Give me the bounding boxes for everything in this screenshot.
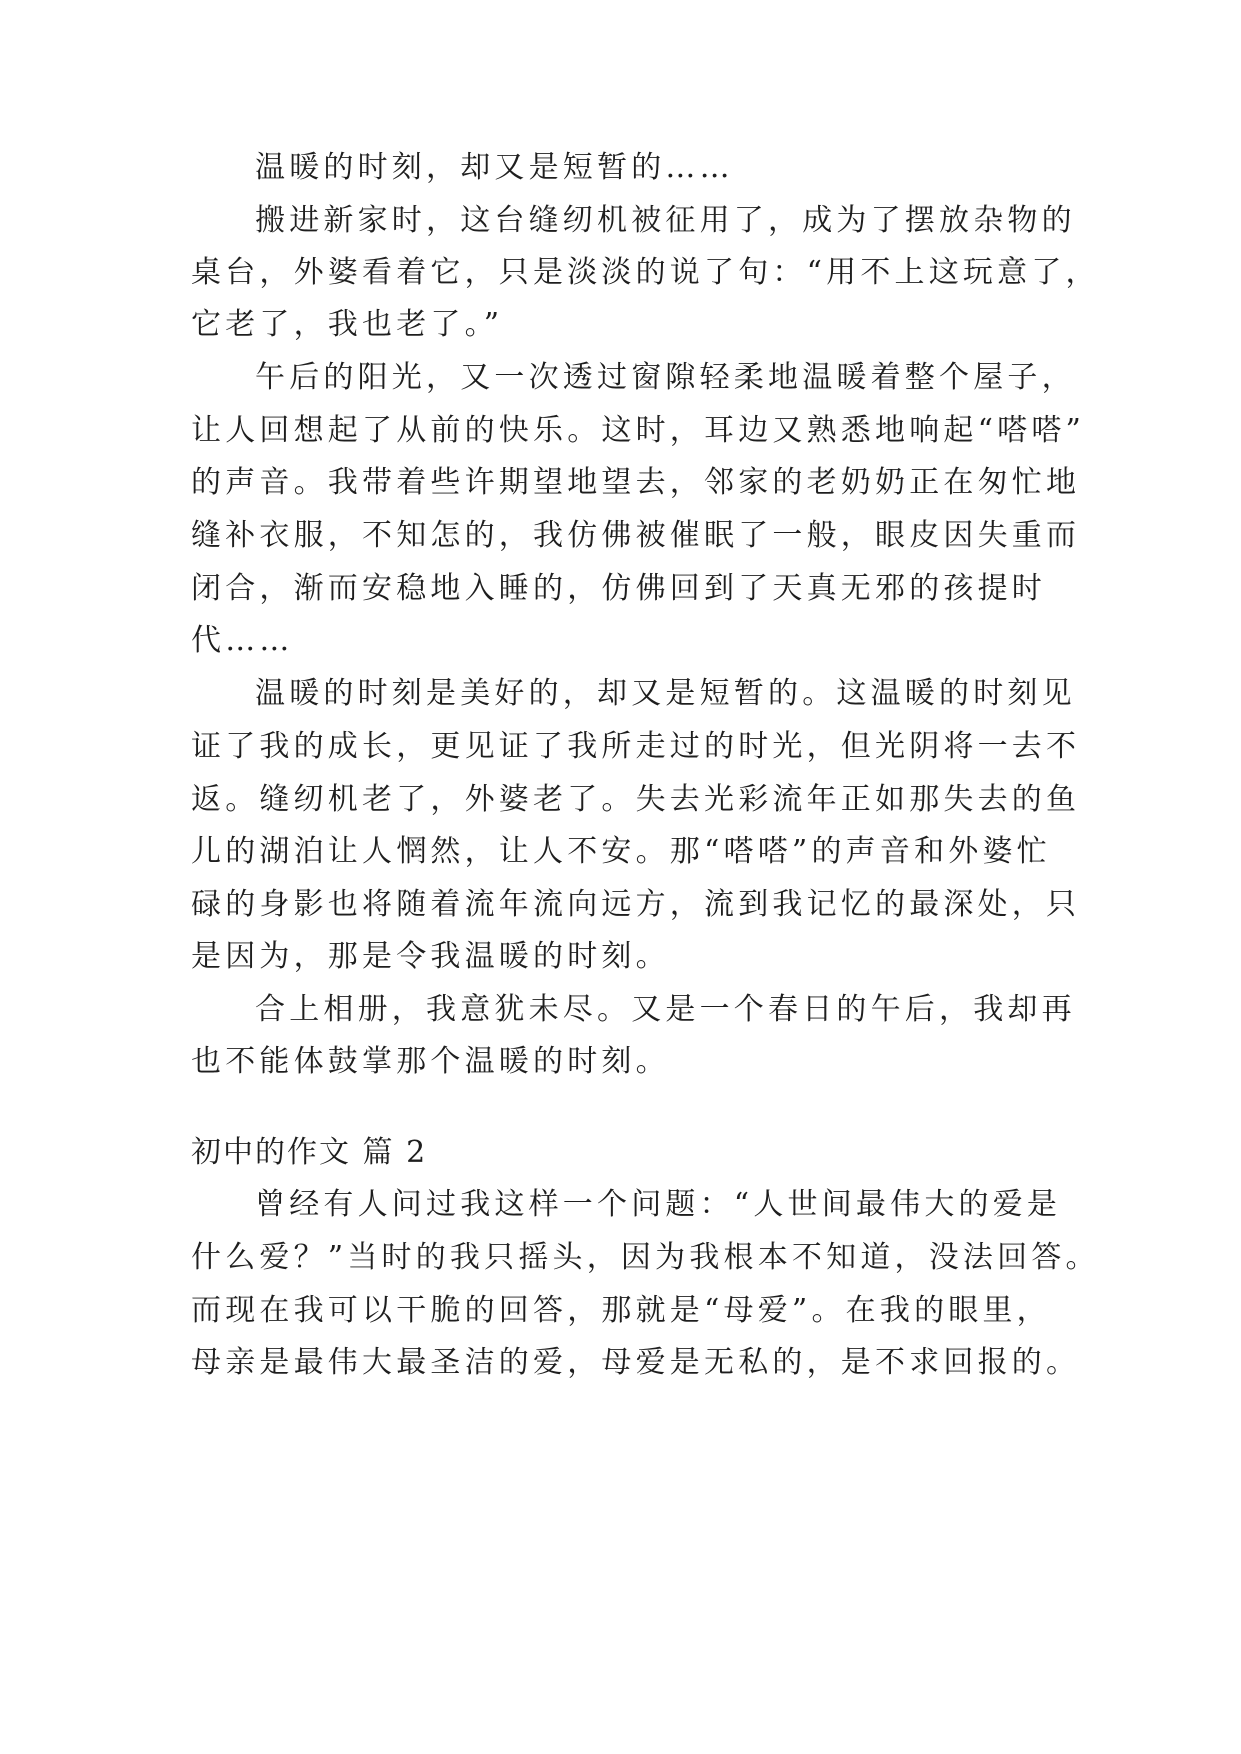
paragraph-4-line-3: 返。缝纫机老了，外婆老了。失去光彩流年正如那失去的鱼: [191, 782, 1081, 817]
paragraph-5-line-2: 也不能体鼓掌那个温暖的时刻。: [191, 1044, 670, 1079]
paragraph-4-line-5: 碌的身影也将随着流年流向远方，流到我记忆的最深处，只: [191, 887, 1081, 922]
paragraph-4-line-4: 儿的湖泊让人惘然，让人不安。那“嗒嗒”的声音和外婆忙: [191, 834, 1051, 869]
paragraph-3-line-1: 午后的阳光，又一次透过窗隙轻柔地温暖着整个屋子，: [255, 360, 1076, 395]
section-paragraph-line-2: 什么爱？”当时的我只摇头，因为我根本不知道，没法回答。: [191, 1240, 1100, 1275]
paragraph-4-line-2: 证了我的成长，更见证了我所走过的时光，但光阴将一去不: [191, 729, 1081, 764]
paragraph-3-line-6: 代……: [191, 623, 294, 658]
section-heading: 初中的作文 篇 2: [191, 1135, 428, 1170]
paragraph-2-line-2: 桌台，外婆看着它，只是淡淡的说了句：“用不上这玩意了，: [191, 255, 1100, 290]
paragraph-4-line-6: 是因为，那是令我温暖的时刻。: [191, 939, 670, 974]
paragraph-2-line-1: 搬进新家时，这台缝纫机被征用了，成为了摆放杂物的: [255, 203, 1076, 238]
section-paragraph-line-4: 母亲是最伟大最圣洁的爱，母爱是无私的，是不求回报的。: [191, 1345, 1081, 1380]
paragraph-3-line-3: 的声音。我带着些许期望地望去，邻家的老奶奶正在匆忙地: [191, 465, 1081, 500]
paragraph-3-line-5: 闭合，渐而安稳地入睡的，仿佛回到了天真无邪的孩提时: [191, 571, 1046, 606]
paragraph-3-line-2: 让人回想起了从前的快乐。这时，耳边又熟悉地响起“嗒嗒”: [191, 413, 1086, 448]
section-paragraph-line-3: 而现在我可以干脆的回答，那就是“母爱”。在我的眼里，: [191, 1293, 1051, 1328]
paragraph-4-line-1: 温暖的时刻是美好的，却又是短暂的。这温暖的时刻见: [255, 676, 1076, 711]
paragraph-1-line-1: 温暖的时刻，却又是短暂的……: [255, 150, 734, 185]
section-paragraph-line-1: 曾经有人问过我这样一个问题：“人世间最伟大的爱是: [255, 1187, 1062, 1222]
paragraph-3-line-4: 缝补衣服，不知怎的，我仿佛被催眠了一般，眼皮因失重而: [191, 518, 1081, 553]
paragraph-5-line-1: 合上相册，我意犹未尽。又是一个春日的午后，我却再: [255, 992, 1076, 1027]
paragraph-2-line-3: 它老了，我也老了。”: [191, 307, 504, 342]
